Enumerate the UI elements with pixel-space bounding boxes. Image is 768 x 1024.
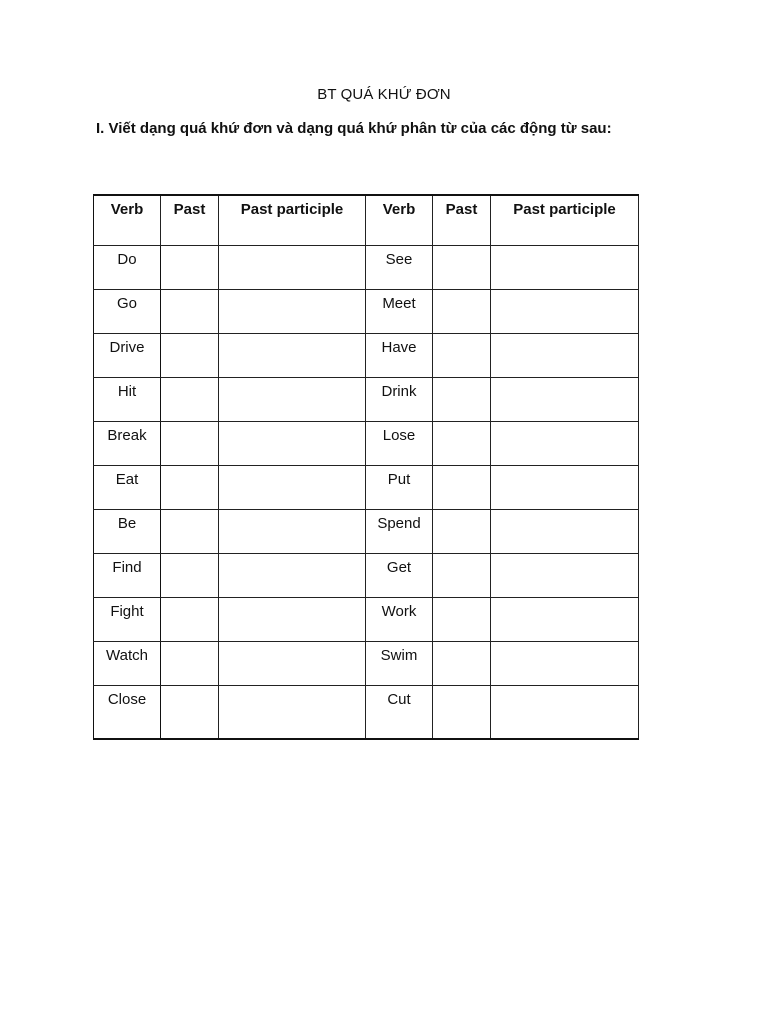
past-participle-answer-cell[interactable] [491,377,639,421]
past-participle-answer-cell[interactable] [219,509,366,553]
header-past-2: Past [433,195,491,245]
past-answer-cell[interactable] [433,421,491,465]
past-answer-cell[interactable] [433,553,491,597]
past-answer-cell[interactable] [161,289,219,333]
past-participle-answer-cell[interactable] [491,245,639,289]
past-answer-cell[interactable] [161,509,219,553]
table-row [94,553,639,597]
table-header-row [94,195,639,245]
past-participle-answer-cell[interactable] [219,245,366,289]
table-row [94,685,639,739]
past-answer-cell[interactable] [161,465,219,509]
table-row [94,245,639,289]
header-past-participle-2: Past participle [491,195,639,245]
past-answer-cell[interactable] [161,377,219,421]
verb-cell: Cut [366,685,433,739]
past-participle-answer-cell[interactable] [219,421,366,465]
verb-cell: Put [366,465,433,509]
verb-cell: Do [94,245,161,289]
past-answer-cell[interactable] [433,333,491,377]
past-participle-answer-cell[interactable] [491,597,639,641]
header-past-participle-1: Past participle [219,195,366,245]
past-answer-cell[interactable] [161,553,219,597]
past-answer-cell[interactable] [433,245,491,289]
past-participle-answer-cell[interactable] [219,289,366,333]
header-verb-1: Verb [94,195,161,245]
verb-cell: Go [94,289,161,333]
table-row [94,377,639,421]
table-row [94,465,639,509]
header-past-1: Past [161,195,219,245]
table-row [94,421,639,465]
verb-cell: Watch [94,641,161,685]
verb-cell: Spend [366,509,433,553]
page-title: BT QUÁ KHỨ ĐƠN [317,86,451,103]
past-answer-cell[interactable] [433,377,491,421]
verb-cell: Get [366,553,433,597]
past-participle-answer-cell[interactable] [219,685,366,739]
verb-cell: Close [94,685,161,739]
past-participle-answer-cell[interactable] [491,465,639,509]
verb-cell: See [366,245,433,289]
past-answer-cell[interactable] [433,685,491,739]
past-answer-cell[interactable] [161,245,219,289]
past-participle-answer-cell[interactable] [491,333,639,377]
verb-cell: Break [94,421,161,465]
verb-cell: Have [366,333,433,377]
verb-cell: Meet [366,289,433,333]
past-participle-answer-cell[interactable] [219,377,366,421]
verb-cell: Swim [366,641,433,685]
verb-cell: Drink [366,377,433,421]
verb-cell: Fight [94,597,161,641]
past-answer-cell[interactable] [433,465,491,509]
past-answer-cell[interactable] [433,597,491,641]
past-participle-answer-cell[interactable] [219,333,366,377]
verb-cell: Drive [94,333,161,377]
past-answer-cell[interactable] [433,289,491,333]
past-participle-answer-cell[interactable] [491,289,639,333]
verb-cell: Hit [94,377,161,421]
verb-table [93,194,639,740]
past-participle-answer-cell[interactable] [491,685,639,739]
past-answer-cell[interactable] [161,685,219,739]
verb-cell: Eat [94,465,161,509]
past-answer-cell[interactable] [433,641,491,685]
table-row [94,333,639,377]
past-participle-answer-cell[interactable] [219,641,366,685]
past-participle-answer-cell[interactable] [491,509,639,553]
past-participle-answer-cell[interactable] [219,553,366,597]
past-participle-answer-cell[interactable] [491,641,639,685]
exercise-instruction: I. Viết dạng quá khứ đơn và dạng quá khứ phân từ của các động từ sau: [96,120,612,137]
past-participle-answer-cell[interactable] [219,597,366,641]
past-answer-cell[interactable] [433,509,491,553]
header-verb-2: Verb [366,195,433,245]
table-row [94,641,639,685]
verb-cell: Find [94,553,161,597]
table-row [94,597,639,641]
table-row [94,509,639,553]
past-participle-answer-cell[interactable] [491,421,639,465]
past-answer-cell[interactable] [161,333,219,377]
past-participle-answer-cell[interactable] [491,553,639,597]
verb-cell: Work [366,597,433,641]
verb-cell: Lose [366,421,433,465]
past-answer-cell[interactable] [161,641,219,685]
past-participle-answer-cell[interactable] [219,465,366,509]
verb-cell: Be [94,509,161,553]
past-answer-cell[interactable] [161,597,219,641]
table-row [94,289,639,333]
past-answer-cell[interactable] [161,421,219,465]
